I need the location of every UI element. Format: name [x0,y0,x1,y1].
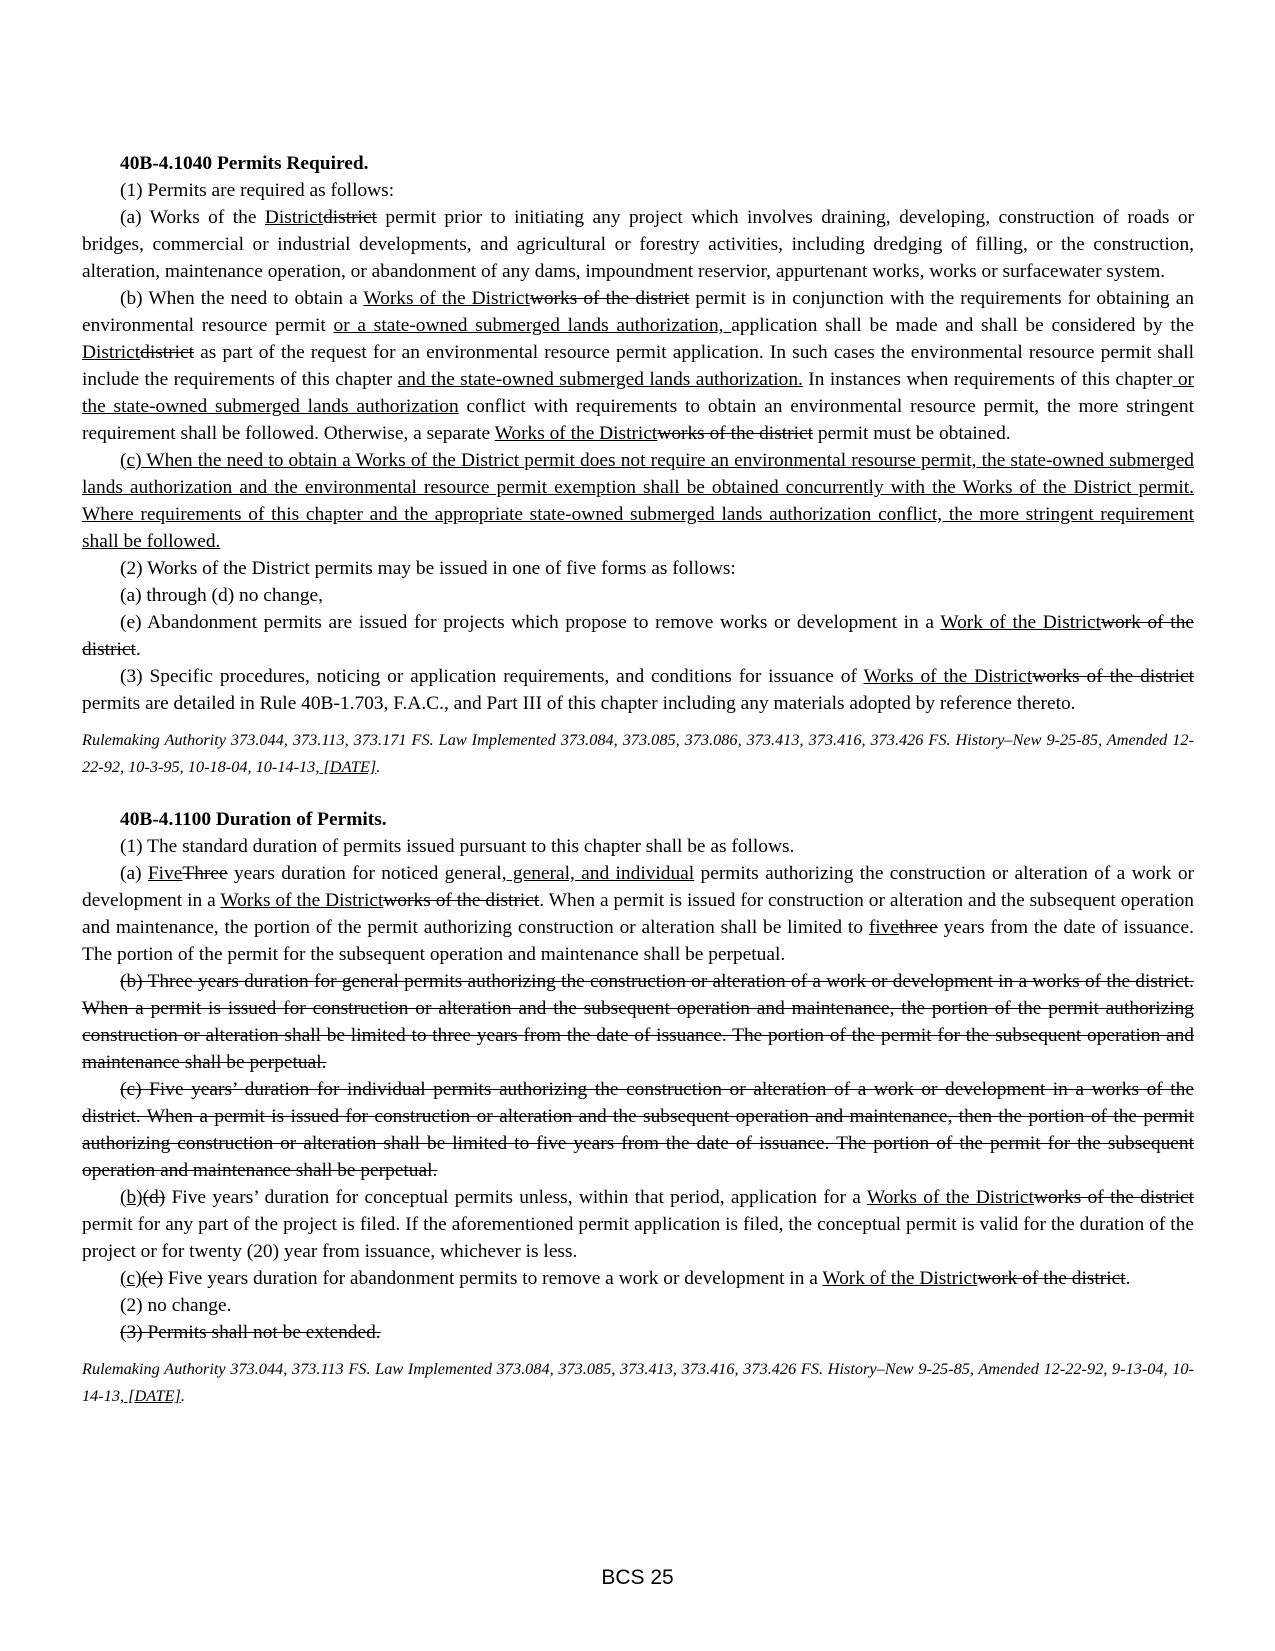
text: Rulemaking Authority 373.044, 373.113 FS. Law Implemented 373.084, 373.085, 373.413, 373.416, 373.426 FS. History–New 9-25-85, Amended 12-22-92, 9-13-04, 10-14-13 [82,1359,1194,1405]
paragraph-1a [82,860,1194,968]
page-footer-label: BCS 25 [601,1566,674,1589]
text: . [180,1386,185,1405]
paragraph-1c-deleted: (c) Five years’ duration for individual permits authorizing the construction or alteration of a work or development in a works of the district. When a permit is issued for construction or alteration and the subsequent operation and maintenance, then the portion of the permit authorizing construction or alteration shall be limited to five years from the date of issuance. The portion of the permit for the subsequent operation and maintenance shall be perpetual. [82,1079,1194,1181]
inserted-text: and the state-owned submerged lands authorization. [397,369,803,390]
text: Five years’ duration for conceptual permits unless, within that period, application for a [165,1187,867,1208]
paragraph-2: (2) Works of the District permits may be issued in one of five forms as follows: [120,558,736,579]
paragraph-1c-inserted: (c) When the need to obtain a Works of the District permit does not require an environmental resourse permit, the state-owned submerged lands authorization and the environmental resource permit exemption shall be obtained concurrently with the Works of the District permit. Where requirements of this chapter and the appropriate state-owned submerged lands authorization conflict, the more stringent requirement shall be followed. [82,450,1194,552]
deleted-text: three [899,917,938,938]
text: Rulemaking Authority 373.044, 373.113, 373.171 FS. Law Implemented 373.084, 373.085, 373.086, 373.413, 373.416, 373.426 FS. History–New 9-25-85, Amended 12-22-92, 10-3-95, 10-18-04, 10-14-13 [82,730,1194,776]
text: . When a permit is issued for construction or alteration and the subsequent operation and maintenance, the portion of the permit authorizing construction or alteration shall be limited to [82,890,1194,938]
deleted-text: (d) [142,1187,166,1208]
paragraph-1a [82,204,1194,285]
inserted-text: Works of the District [494,423,658,444]
paragraph-1b-deleted: (b) Three years duration for general permits authorizing the construction or alteration of a work or development in a works of the district. When a permit is issued for construction or alteration and the subsequent operation and maintenance, the portion of the permit authorizing construction or alteration shall be limited to three years from the date of issuance. The portion of the permit for the subsequent operation and maintenance shall be perpetual. [82,971,1194,1073]
inserted-text: , general, and individual [501,863,695,884]
inserted-text: , [DATE] [119,1386,181,1405]
text: years duration for noticed general [227,863,502,884]
inserted-text: or the state-owned submerged lands authorization [82,369,1194,417]
inserted-text: , [DATE] [315,757,377,776]
deleted-text: works of the district [383,890,540,911]
text: . [376,757,381,776]
inserted-text: Works of the District [363,288,530,309]
inserted-text: Works of the District [863,666,1033,687]
deleted-text: works of the district [1033,1187,1194,1208]
text: years from the date of issuance. The portion of the permit for the subsequent operation and maintenance shall be perpetual. [82,917,1194,965]
deleted-text: works of the district [657,423,813,444]
section-spacer [82,780,1194,806]
paragraph-3 [82,663,1194,717]
paragraph-1: (1) Permits are required as follows: [120,180,395,201]
section-heading-40b-4-1100: 40B-4.1100 Duration of Permits. [120,809,387,830]
inserted-text: Five [147,863,183,884]
paragraph-1: (1) The standard duration of permits issued pursuant to this chapter shall be as follows. [120,836,795,857]
text: (a) [120,863,148,884]
deleted-text: works of the district [529,288,690,309]
text: (b) When the need to obtain a [120,288,364,309]
inserted-text: Work of the District [940,612,1101,633]
inserted-text: (b) [120,1187,143,1208]
text: . [135,639,141,660]
inserted-text: five [868,917,899,938]
text: In instances when requirements of this chapter [802,369,1173,390]
inserted-text: or a state-owned submerged lands authorization, [333,315,732,336]
paragraph-1b [82,285,1194,447]
deleted-text: district [323,207,377,228]
section-heading-40b-4-1040: 40B-4.1040 Permits Required. [120,153,369,174]
paragraph-2e [82,609,1194,663]
text: (a) Works of the [120,207,265,228]
deleted-text: work of the district [82,612,1194,660]
text: (e) Abandonment permits are issued for projects which propose to remove works or development in a [120,612,941,633]
text: permits authorizing the construction or alteration of a work or development in a [82,863,1194,911]
text: permit is in conjunction with the requirements for obtaining an environmental resource permit [82,288,1194,336]
text: permit for any part of the project is filed. If the aforementioned permit application is filed, the conceptual permit is valid for the duration of the project or for twenty (20) year from issuance, whichever is less. [82,1214,1194,1262]
inserted-text: District [82,342,141,363]
deleted-text: district [140,342,195,363]
text: as part of the request for an environmental resource permit application. In such cases the environmental resource permit shall include the requirements of this chapter [82,342,1194,390]
inserted-text: District [264,207,324,228]
text: application shall be made and shall be considered by the [731,315,1195,336]
paragraph-2: (2) no change. [120,1295,232,1316]
paragraph-2a: (a) through (d) no change, [120,585,323,606]
text: Five years duration for abandonment permits to remove a work or development in a [163,1268,823,1289]
text: . [1125,1268,1131,1289]
deleted-text: work of the district [977,1268,1126,1289]
deleted-text: Three [182,863,228,884]
paragraph-1e [82,1265,1194,1292]
paragraph-1d [82,1184,1194,1265]
text: conflict with requirements to obtain an environmental resource permit, the more stringent requirement shall be followed. Otherwise, a separate [82,396,1194,444]
paragraph-3-deleted: (3) Permits shall not be extended. [120,1322,381,1343]
text: permits are detailed in Rule 40B-1.703, F.A.C., and Part III of this chapter including any materials adopted by reference thereto. [82,693,1076,714]
document-page [82,150,1194,1409]
inserted-text: Work of the District [822,1268,978,1289]
text: permit prior to initiating any project which involves draining, developing, construction of roads or bridges, commercial or industrial developments, and agricultural or forestry activities, including dredging of filling, or the construction, alteration, maintenance operation, or abandonment of any dams, impoundment reservior, appurtenant works, works or surfacewater system. [82,207,1195,282]
inserted-text: Works of the District [220,890,384,911]
deleted-text: works of the district [1032,666,1194,687]
rulemaking-authority-note [82,726,1194,780]
deleted-text: (e) [141,1268,164,1289]
rulemaking-authority-note [82,1355,1194,1409]
inserted-text: Works of the District [866,1187,1034,1208]
text: permit must be obtained. [812,423,1011,444]
inserted-text: (c) [120,1268,142,1289]
text: (3) Specific procedures, noticing or application requirements, and conditions for issuance of [120,666,864,687]
